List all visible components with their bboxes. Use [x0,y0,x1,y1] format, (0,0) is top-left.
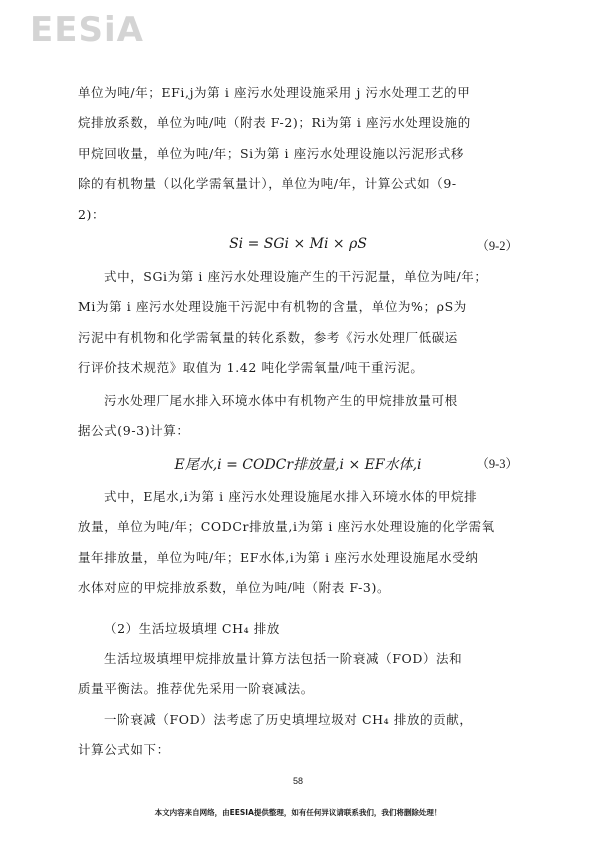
section-heading [78,614,518,644]
formula-expression: E尾水,i = CODCr排放量,i × EF水体,i [174,457,422,473]
text-line: 量年排放量，单位为吨/年；EF水体,i为第 i 座污水处理设施尾水受纳 [78,549,479,565]
text-line: 除的有机物量（以化学需氧量计），单位为吨/年，计算公式如（9- [78,176,457,192]
text-line: 质量平衡法。推荐优先采用一阶衰减法。 [78,681,314,697]
text-line: 烷排放系数，单位为吨/吨（附表 F-2)；Ri为第 i 座污水处理设施的 [78,115,471,131]
section-title: （2）生活垃圾填埋 CH₄ 排放 [104,621,280,636]
text-line: 污泥中有机物和化学需氧量的转化系数，参考《污水处理厂低碳运 [78,329,458,345]
formula-9-2 [78,236,518,256]
eesia-logo: EESiA [30,10,144,50]
paragraph-where-9-3 [78,482,518,604]
text-line: 甲烷回收量，单位为吨/年；Si为第 i 座污水处理设施以污泥形式移 [78,145,465,161]
formula-9-3 [78,454,518,474]
formula-number: （9-2） [476,239,518,253]
text-line: 放量，单位为吨/年；CODCr排放量,i为第 i 座污水处理设施的化学需氧 [78,519,495,535]
text-line: 2)： [78,206,106,222]
text-line: 一阶衰减（FOD）法考虑了历史填埋垃圾对 CH₄ 排放的贡献， [104,712,473,727]
text-line: 单位为吨/年；EFi,j为第 i 座污水处理设施采用 j 污水处理工艺的甲 [78,85,471,100]
text-line: 污水处理厂尾水排入环境水体中有机物产生的甲烷排放量可根 [104,393,458,408]
text-line: 水体对应的甲烷排放系数，单位为吨/吨（附表 F-3)。 [78,580,391,596]
text-line: 计算公式如下： [78,742,170,758]
paragraph-fod [78,705,518,766]
text-line: 式中，SGi为第 i 座污水处理设施产生的干污泥量，单位为吨/年； [104,269,488,284]
paragraph-effluent [78,386,518,447]
footer-disclaimer: 本文内容来自网络，由EESIA提供整理，如有任何异议请联系我们，我们将删除处理！ [154,808,442,817]
paragraph-definitions [78,78,518,230]
text-line: 行评价技术规范》取值为 1.42 吨化学需氧量/吨干重污泥。 [78,360,424,376]
text-line: 式中，E尾水,i为第 i 座污水处理设施尾水排入环境水体的甲烷排 [104,489,478,504]
formula-expression: Si = SGi × Mi × ρS [229,236,367,252]
paragraph-landfill-methods [78,644,518,705]
page-number: 58 [292,776,303,786]
text-line: 生活垃圾填埋甲烷排放量计算方法包括一阶衰减（FOD）法和 [104,651,463,666]
text-line: Mi为第 i 座污水处理设施干污泥中有机物的含量，单位为%；ρS为 [78,299,467,315]
paragraph-where-9-2 [78,262,518,384]
text-line: 据公式(9-3)计算： [78,423,190,439]
formula-number: （9-3） [476,457,518,471]
